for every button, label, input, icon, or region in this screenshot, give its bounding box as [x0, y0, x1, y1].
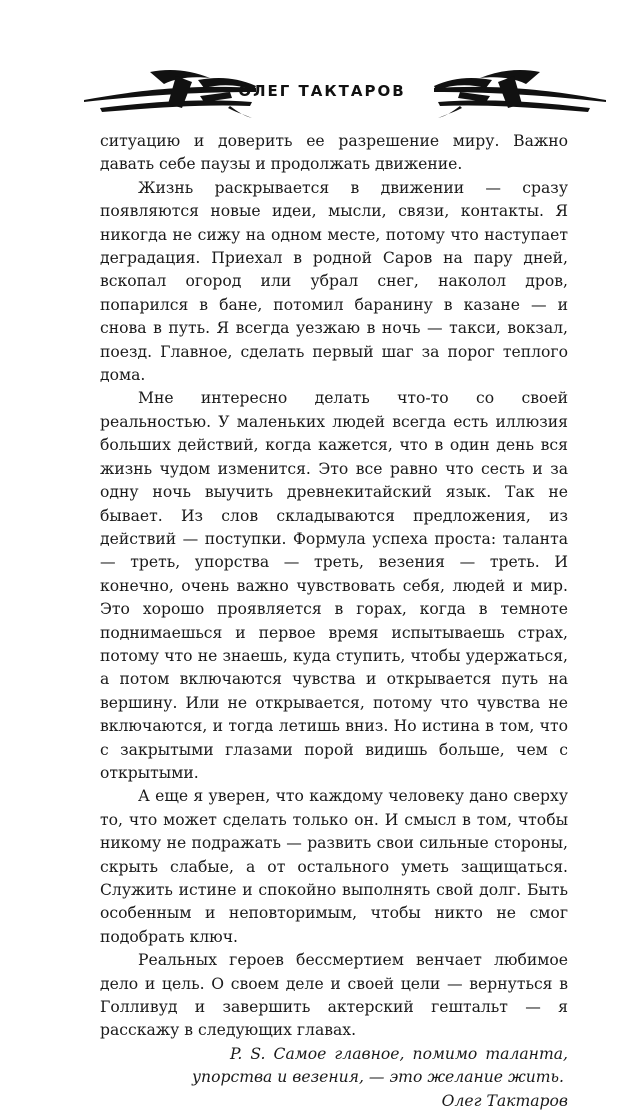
postscript: P. S. Самое главное, помимо таланта, упорства и везения, — это желание жить. — [192, 1044, 568, 1087]
paragraph: Жизнь раскрывается в движении — сразу появляются новые идеи, мысли, связи, контакты. Я никогда не сижу на одном месте, потому что наступает деградация. Приехал в родной Саров на пару дней, вскопал огород или убрал снег, наколол дров, попарился в бане, потомил баранину в казане — и снова в путь. Я всегда уезжаю в ночь — такси, вокзал, поезд. Главное, сделать первый шаг за порог теплого дома. — [100, 178, 568, 385]
page-body — [100, 130, 568, 1113]
paragraph: Мне интересно делать что-то со своей реальностью. У маленьких людей всегда есть иллюзия больших действий, когда кажется, что в один день вся жизнь чудом изменится. Это все равно что сесть и за одну ночь выучить древнекитайский язык. Так не бывает. Из слов складываются предложения, из действий — поступки. Формула успеха проста: таланта — треть, упорства — треть, везения — треть. И конечно, очень важно чувствовать себя, людей и мир. Это хорошо проявляется в горах, когда в темноте поднимаешься и первое время испытываешь страх, потому что не знаешь, куда ступить, чтобы удержаться, а потом включаются чувства и открывается путь на вершину. Или не открывается, потому что чувства не включаются, и тогда летишь вниз. Но истина в том, что с закрытыми глазами порой видишь больше, чем с открытыми. — [100, 389, 568, 782]
paragraph: Реальных героев бессмертием венчает любимое дело и цель. О своем деле и своей цели — вернуться в Голливуд и завершить актерский гештальт — я расскажу в следующих главах. — [100, 951, 568, 1040]
tribal-ornament-right-icon — [430, 62, 610, 122]
paragraph: ситуацию и доверить ее разрешение миру. Важно давать себе паузы и продолжать движение. — [100, 132, 568, 174]
signature: Олег Тактаров — [441, 1091, 568, 1110]
running-head-author: ОЛЕГ ТАКТАРОВ — [238, 82, 406, 100]
paragraph: А еще я уверен, что каждому человеку дано сверху то, что может сделать только он. И смысл в том, чтобы никому не подражать — развить свои сильные стороны, скрыть слабые, а от остального уметь защищаться. Служить истине и спокойно выполнять свой долг. Быть особенным и неповторимым, чтобы никто не смог подобрать ключ. — [100, 787, 568, 946]
page-header — [0, 62, 644, 122]
